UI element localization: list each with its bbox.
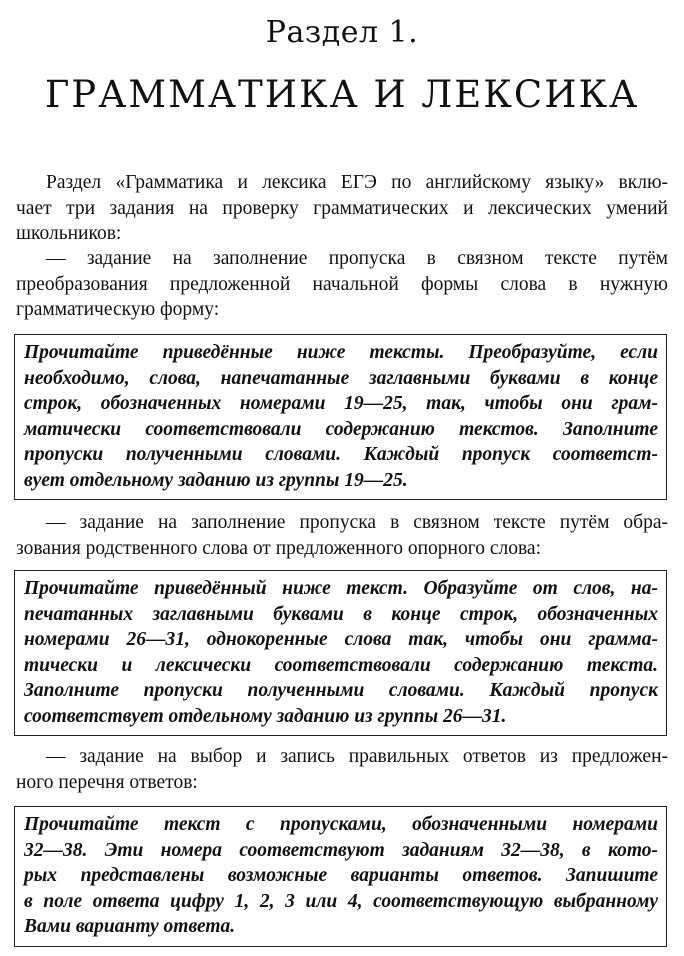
- section-label: Раздел 1.: [265, 15, 419, 50]
- task3-box-line: Прочитайте текст с пропусками, обозначенными номерами: [24, 814, 658, 835]
- intro-line: Раздел «Грамматика и лексика ЕГЭ по английскому языку» вклю-: [46, 172, 668, 193]
- task1-description-line: преобразования предложенной начальной формы слова в нужную: [16, 273, 668, 295]
- task2-box-line: Заполните пропуски полученными словами. Каждый пропуск: [24, 680, 658, 701]
- task2-box-line: номерами 26—31, однокоренные слова так, чтобы они грамма-: [24, 629, 658, 650]
- task1-instruction-box: [14, 334, 667, 500]
- task1-description-line: грамматическую форму:: [16, 299, 220, 320]
- task1-description: [16, 246, 668, 323]
- task3-box-line: рых представлены возможные варианты ответов. Запишите: [24, 865, 658, 886]
- task3-description-line: ного перечня ответов:: [16, 771, 198, 793]
- task1-box-line: строк, обозначенных номерами 19—25, так, чтобы они грам-: [24, 393, 658, 414]
- intro-paragraph: [16, 170, 668, 247]
- task1-box-line: матически соответствовали содержанию текстов. Заполните: [24, 418, 658, 440]
- task2-description: [16, 510, 668, 561]
- task1-box-line: вует отдельному заданию из группы 19—25.: [24, 469, 408, 491]
- task1-box-line: пропуски полученными словами. Каждый пропуск соответст-: [24, 444, 658, 465]
- task3-box-line: Вами варианту ответа.: [24, 916, 236, 937]
- intro-line: школьников:: [16, 223, 122, 244]
- task1-box-line: необходимо, слова, напечатанные заглавными буквами в конце: [24, 367, 658, 389]
- task3-box-line: 32—38. Эти номера соответствуют заданиям 32—38, в кото-: [24, 839, 658, 861]
- task2-box-line: печатанных заглавными буквами в конце строк, обозначенных: [24, 603, 658, 625]
- intro-line: чает три задания на проверку грамматических и лексических умений: [16, 197, 668, 219]
- task2-description-line: — задание на заполнение пропуска в связном тексте путём обра-: [46, 512, 668, 533]
- task3-description: [16, 744, 668, 795]
- task3-description-line: — задание на выбор и запись правильных ответов из предложен-: [46, 746, 668, 767]
- task1-description-line: — задание на заполнение пропуска в связном тексте путём: [46, 248, 668, 269]
- task2-box-line: тически и лексически соответствовали содержанию текста.: [24, 654, 658, 676]
- task2-box-line: соответствует отдельному заданию из группы 26—31.: [24, 705, 507, 727]
- task3-box-line: в поле ответа цифру 1, 2, 3 или 4, соответствующую выбранному: [24, 890, 658, 912]
- task1-box-line: Прочитайте приведённые ниже тексты. Преобразуйте, если: [24, 342, 658, 363]
- task3-instruction-box: [14, 806, 667, 947]
- task2-description-line: зования родственного слова от предложенного опорного слова:: [16, 537, 542, 559]
- section-title: ГРАММАТИКА И ЛЕКСИКА: [44, 73, 640, 116]
- task2-box-line: Прочитайте приведённый ниже текст. Образуйте от слов, на-: [24, 578, 658, 599]
- task2-instruction-box: [14, 570, 667, 736]
